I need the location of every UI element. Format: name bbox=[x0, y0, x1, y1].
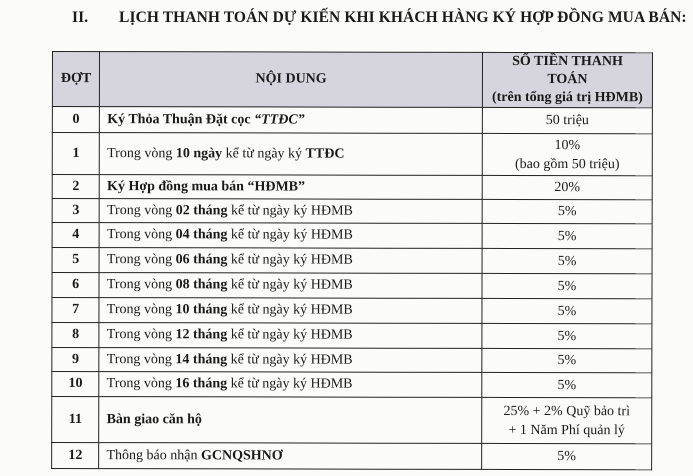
amount-line: 25% + 2% Quỹ bảo trì bbox=[503, 403, 631, 419]
amount-line: 5% bbox=[557, 228, 577, 244]
payment-amount bbox=[482, 348, 652, 372]
amount-line: 5% bbox=[557, 278, 577, 294]
payment-amount bbox=[482, 223, 652, 248]
content-text: GCNQSHNƠ bbox=[200, 447, 283, 463]
content-text: kể từ ngày ký HĐMB bbox=[227, 277, 353, 293]
amount-line: + 1 Năm Phí quản lý bbox=[508, 422, 625, 438]
content-text: 08 tháng bbox=[175, 277, 228, 293]
amount-line: 5% bbox=[557, 449, 576, 465]
payment-amount bbox=[482, 248, 652, 273]
installment-number: 10 bbox=[52, 372, 99, 397]
table-header-row bbox=[52, 52, 652, 108]
content-text: 10 tháng bbox=[175, 302, 228, 318]
section-number: II. bbox=[72, 9, 89, 26]
installment-content bbox=[99, 223, 482, 249]
table-row bbox=[52, 107, 652, 134]
installment-content bbox=[100, 175, 483, 200]
installment-content bbox=[99, 248, 482, 274]
content-text: kể từ ngày ký HĐMB bbox=[227, 202, 353, 219]
content-text: Trong vòng bbox=[106, 227, 176, 243]
installment-number: 3 bbox=[52, 199, 99, 223]
content-text: kể từ ngày ký HĐMB bbox=[227, 302, 353, 318]
installment-content bbox=[99, 348, 482, 373]
amount-line: 5% bbox=[557, 204, 577, 220]
content-text: Trong vòng bbox=[106, 252, 176, 268]
table-row bbox=[52, 348, 652, 373]
section-title: LỊCH THANH TOÁN DỰ KIẾN KHI KHÁCH HÀNG KÝ HỢP ĐỒNG MUA BÁN: bbox=[119, 9, 687, 26]
table-row bbox=[52, 223, 652, 249]
content-text: 02 tháng bbox=[175, 202, 228, 218]
table-body bbox=[52, 107, 653, 470]
amount-line: 20% bbox=[554, 180, 581, 196]
table-row bbox=[52, 199, 652, 224]
installment-number: 5 bbox=[52, 248, 99, 273]
table-row bbox=[52, 175, 652, 200]
installment-number: 4 bbox=[52, 223, 99, 248]
amount-line: 5% bbox=[557, 303, 577, 319]
content-text: Ký Hợp đồng mua bán “HĐMB” bbox=[107, 178, 306, 195]
amount-line: 10% bbox=[554, 137, 581, 153]
installment-content bbox=[99, 372, 482, 398]
payment-amount bbox=[482, 397, 652, 443]
installment-number: 7 bbox=[52, 298, 99, 323]
content-text: 06 tháng bbox=[175, 252, 228, 268]
content-text: Trong vòng bbox=[106, 327, 176, 343]
amount-line: 5% bbox=[557, 353, 577, 369]
table-row bbox=[52, 248, 652, 274]
content-text: kể từ ngày ký HĐMB bbox=[227, 227, 353, 243]
content-text: Trong vòng bbox=[106, 302, 176, 318]
content-text: Trong vòng bbox=[106, 351, 176, 367]
installment-content bbox=[100, 133, 483, 176]
installment-content bbox=[99, 397, 482, 444]
payment-amount bbox=[482, 298, 652, 323]
header-amount-title: SỐ TIỀN THANH TOÁN bbox=[512, 53, 623, 88]
payment-amount bbox=[482, 372, 652, 397]
content-text: kể từ ngày ký HĐMB bbox=[227, 252, 353, 268]
content-text: “TTĐC” bbox=[254, 111, 305, 128]
content-text: Trong vòng bbox=[106, 202, 176, 218]
payment-amount bbox=[482, 133, 652, 175]
table-row bbox=[52, 273, 652, 299]
table-row bbox=[52, 298, 652, 324]
installment-number: 11 bbox=[52, 397, 99, 443]
content-text: Thông báo nhận bbox=[106, 447, 201, 463]
table-row bbox=[52, 372, 652, 398]
content-text: TTĐC bbox=[305, 146, 345, 162]
header-amount bbox=[482, 52, 652, 107]
installment-content bbox=[99, 199, 482, 224]
installment-content bbox=[99, 443, 482, 470]
installment-content bbox=[99, 298, 482, 324]
content-text: kể từ ngày ký HĐMB bbox=[227, 327, 353, 343]
installment-number: 8 bbox=[52, 323, 99, 348]
payment-amount bbox=[482, 443, 652, 469]
installment-number: 6 bbox=[52, 273, 99, 298]
installment-number: 12 bbox=[52, 443, 99, 469]
content-text: Trong vòng bbox=[106, 277, 176, 293]
content-text: kể từ ngày ký bbox=[222, 145, 306, 162]
installment-content bbox=[99, 323, 482, 349]
installment-number: 1 bbox=[52, 133, 99, 175]
content-text: 14 tháng bbox=[175, 351, 228, 367]
amount-line: 5% bbox=[557, 377, 577, 393]
content-text: Ký Thỏa Thuận Đặt cọc bbox=[107, 111, 255, 127]
table-row bbox=[52, 133, 652, 176]
amount-line: 50 triệu bbox=[545, 113, 589, 129]
amount-line: 5% bbox=[557, 328, 577, 344]
header-amount-subtitle: (trên tổng giá trị HĐMB) bbox=[491, 89, 643, 106]
amount-line: (bao gồm 50 triệu) bbox=[514, 156, 620, 172]
table-row bbox=[52, 323, 652, 349]
content-text: kể từ ngày ký HĐMB bbox=[227, 351, 353, 368]
payment-amount bbox=[482, 175, 652, 199]
payment-schedule-table bbox=[51, 51, 653, 470]
payment-amount bbox=[482, 107, 652, 133]
content-text: 10 ngày bbox=[175, 145, 223, 161]
content-text: 16 tháng bbox=[175, 376, 228, 392]
table-row bbox=[52, 397, 652, 444]
header-installment: ĐỢT bbox=[52, 52, 99, 107]
table-row bbox=[52, 443, 652, 470]
payment-amount bbox=[482, 273, 652, 298]
payment-amount bbox=[482, 199, 652, 223]
content-text: Trong vòng bbox=[107, 145, 176, 161]
header-content: NỘI DUNG bbox=[100, 52, 483, 108]
content-text: kể từ ngày ký HĐMB bbox=[227, 376, 353, 392]
installment-content bbox=[99, 273, 482, 299]
content-text: Bàn giao căn hộ bbox=[106, 411, 202, 427]
amount-line: 5% bbox=[557, 253, 577, 269]
installment-number: 9 bbox=[52, 348, 99, 372]
content-text: 04 tháng bbox=[175, 227, 228, 243]
section-heading bbox=[72, 9, 687, 27]
content-text: 12 tháng bbox=[175, 327, 228, 343]
payment-amount bbox=[482, 323, 652, 348]
installment-number: 2 bbox=[52, 175, 99, 199]
installment-content bbox=[100, 107, 483, 134]
installment-number: 0 bbox=[52, 107, 99, 133]
content-text: Trong vòng bbox=[106, 376, 176, 392]
